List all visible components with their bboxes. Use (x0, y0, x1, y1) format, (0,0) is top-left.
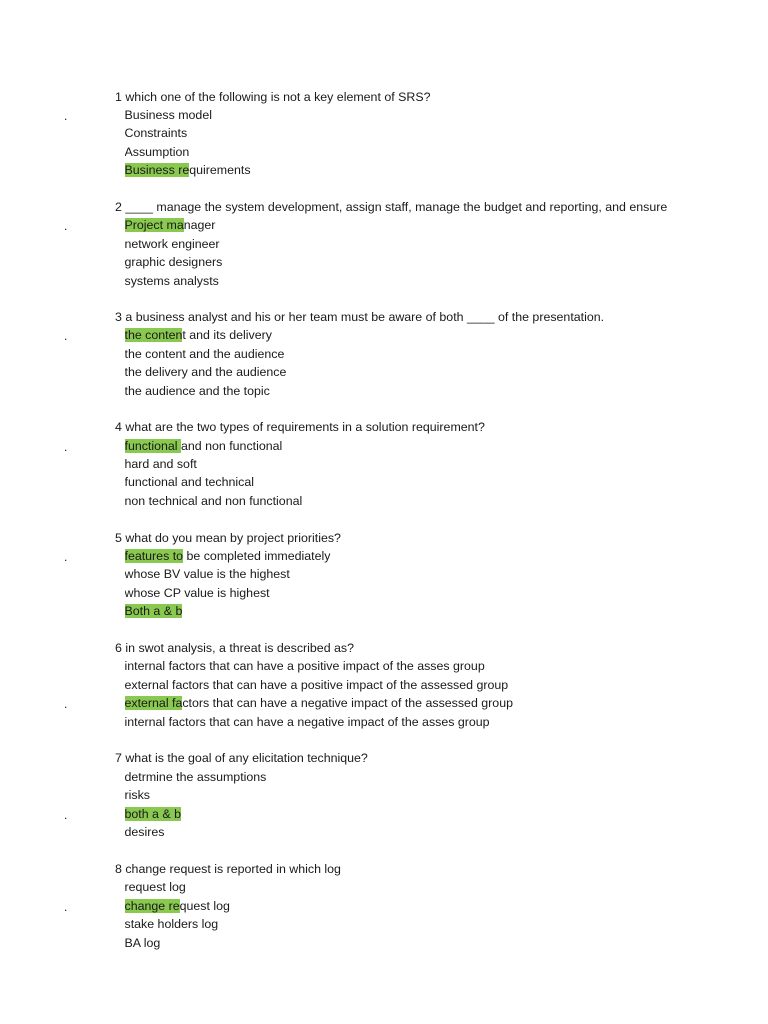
answer-marker: . (64, 440, 68, 454)
option-3d (125, 382, 665, 400)
option-8d (125, 934, 665, 952)
option-text: internal factors that can have a negative impact of the asses group (124, 715, 490, 729)
option-5a (125, 547, 665, 565)
option-text: Constraints (124, 126, 188, 140)
question-number: 3 (115, 310, 122, 324)
option-highlight: functional (124, 439, 181, 453)
option-text: risks (124, 788, 150, 802)
question-text: what are the two types of requirements in a solution requirement? (125, 420, 485, 434)
question-6 (115, 639, 668, 657)
option-8a (125, 878, 665, 896)
option-6d (125, 713, 665, 731)
option-highlight: Both a & b (124, 604, 183, 618)
option-3b (125, 345, 665, 363)
answer-marker: . (64, 697, 68, 711)
option-text: the content and the audience (124, 347, 285, 361)
answer-marker: . (64, 550, 68, 564)
question-number: 4 (115, 420, 122, 434)
question-1 (115, 88, 668, 106)
question-3 (115, 308, 668, 326)
option-7d (125, 823, 665, 841)
question-text: in swot analysis, a threat is described as? (125, 641, 355, 655)
question-2 (115, 198, 668, 216)
option-7c (125, 805, 665, 823)
option-text: detrmine the assumptions (124, 770, 267, 784)
option-text: nager (183, 218, 216, 232)
question-text: ____ manage the system development, assign staff, manage the budget and reporting, and ensure (125, 200, 668, 214)
option-6b (125, 676, 665, 694)
option-text: Business model (124, 108, 212, 122)
question-7 (115, 749, 668, 767)
option-text: systems analysts (124, 274, 219, 288)
option-highlight: both a & b (124, 807, 181, 821)
option-8b (125, 897, 665, 915)
option-text: network engineer (124, 237, 220, 251)
option-7a (125, 768, 665, 786)
option-7b (125, 786, 665, 804)
question-number: 2 (115, 200, 122, 214)
option-text: the audience and the topic (124, 384, 270, 398)
option-3c (125, 363, 665, 381)
option-highlight: features to (124, 549, 184, 563)
option-1b (125, 124, 665, 142)
option-2c (125, 253, 665, 271)
option-text: be completed immediately (183, 549, 331, 563)
question-text: what is the goal of any elicitation technique? (125, 751, 368, 765)
option-text: t and its delivery (182, 328, 272, 342)
option-5b (125, 565, 665, 583)
answer-marker: . (64, 109, 68, 123)
option-text: Assumption (124, 145, 190, 159)
option-2a (125, 216, 665, 234)
question-4 (115, 418, 668, 436)
option-8c (125, 915, 665, 933)
option-highlight: change re (124, 899, 180, 913)
option-text: ctors that can have a negative impact of the assessed group (182, 696, 513, 710)
option-4b (125, 455, 665, 473)
option-text: whose CP value is highest (124, 586, 270, 600)
option-highlight: the conten (124, 328, 183, 342)
option-text: non technical and non functional (124, 494, 303, 508)
question-number: 1 (115, 90, 122, 104)
option-4a (125, 437, 665, 455)
option-text: and non functional (180, 439, 283, 453)
option-2d (125, 272, 665, 290)
option-text: BA log (124, 936, 161, 950)
option-3a (125, 326, 665, 344)
option-highlight: Project ma (124, 218, 184, 232)
question-text: change request is reported in which log (125, 862, 341, 876)
option-highlight: external fa (124, 696, 183, 710)
option-text: the delivery and the audience (124, 365, 287, 379)
question-number: 7 (115, 751, 122, 765)
answer-marker: . (64, 329, 68, 343)
option-text: internal factors that can have a positive impact of the asses group (124, 659, 485, 673)
answer-marker: . (64, 219, 68, 233)
question-number: 6 (115, 641, 122, 655)
question-5 (115, 529, 668, 547)
option-4c (125, 473, 665, 491)
option-6a (125, 657, 665, 675)
question-text: a business analyst and his or her team must be aware of both ____ of the presentation. (125, 310, 605, 324)
option-4d (125, 492, 665, 510)
option-text: functional and technical (124, 475, 255, 489)
option-text: desires (124, 825, 165, 839)
option-1c (125, 143, 665, 161)
option-text: external factors that can have a positive impact of the assessed group (124, 678, 509, 692)
option-1a (125, 106, 665, 124)
question-text: which one of the following is not a key element of SRS? (125, 90, 431, 104)
answer-marker: . (64, 808, 68, 822)
question-8 (115, 860, 668, 878)
option-5d (125, 602, 665, 620)
option-text: stake holders log (124, 917, 219, 931)
option-text: quirements (189, 163, 251, 177)
question-number: 5 (115, 531, 122, 545)
option-6c (125, 694, 665, 712)
option-5c (125, 584, 665, 602)
option-text: whose BV value is the highest (124, 567, 290, 581)
option-2b (125, 235, 665, 253)
option-highlight: Business re (124, 163, 190, 177)
option-text: hard and soft (124, 457, 197, 471)
option-text: graphic designers (124, 255, 223, 269)
question-text: what do you mean by project priorities? (125, 531, 341, 545)
option-text: quest log (179, 899, 230, 913)
option-text: request log (124, 880, 186, 894)
option-1d (125, 161, 665, 179)
answer-marker: . (64, 900, 68, 914)
question-number: 8 (115, 862, 122, 876)
